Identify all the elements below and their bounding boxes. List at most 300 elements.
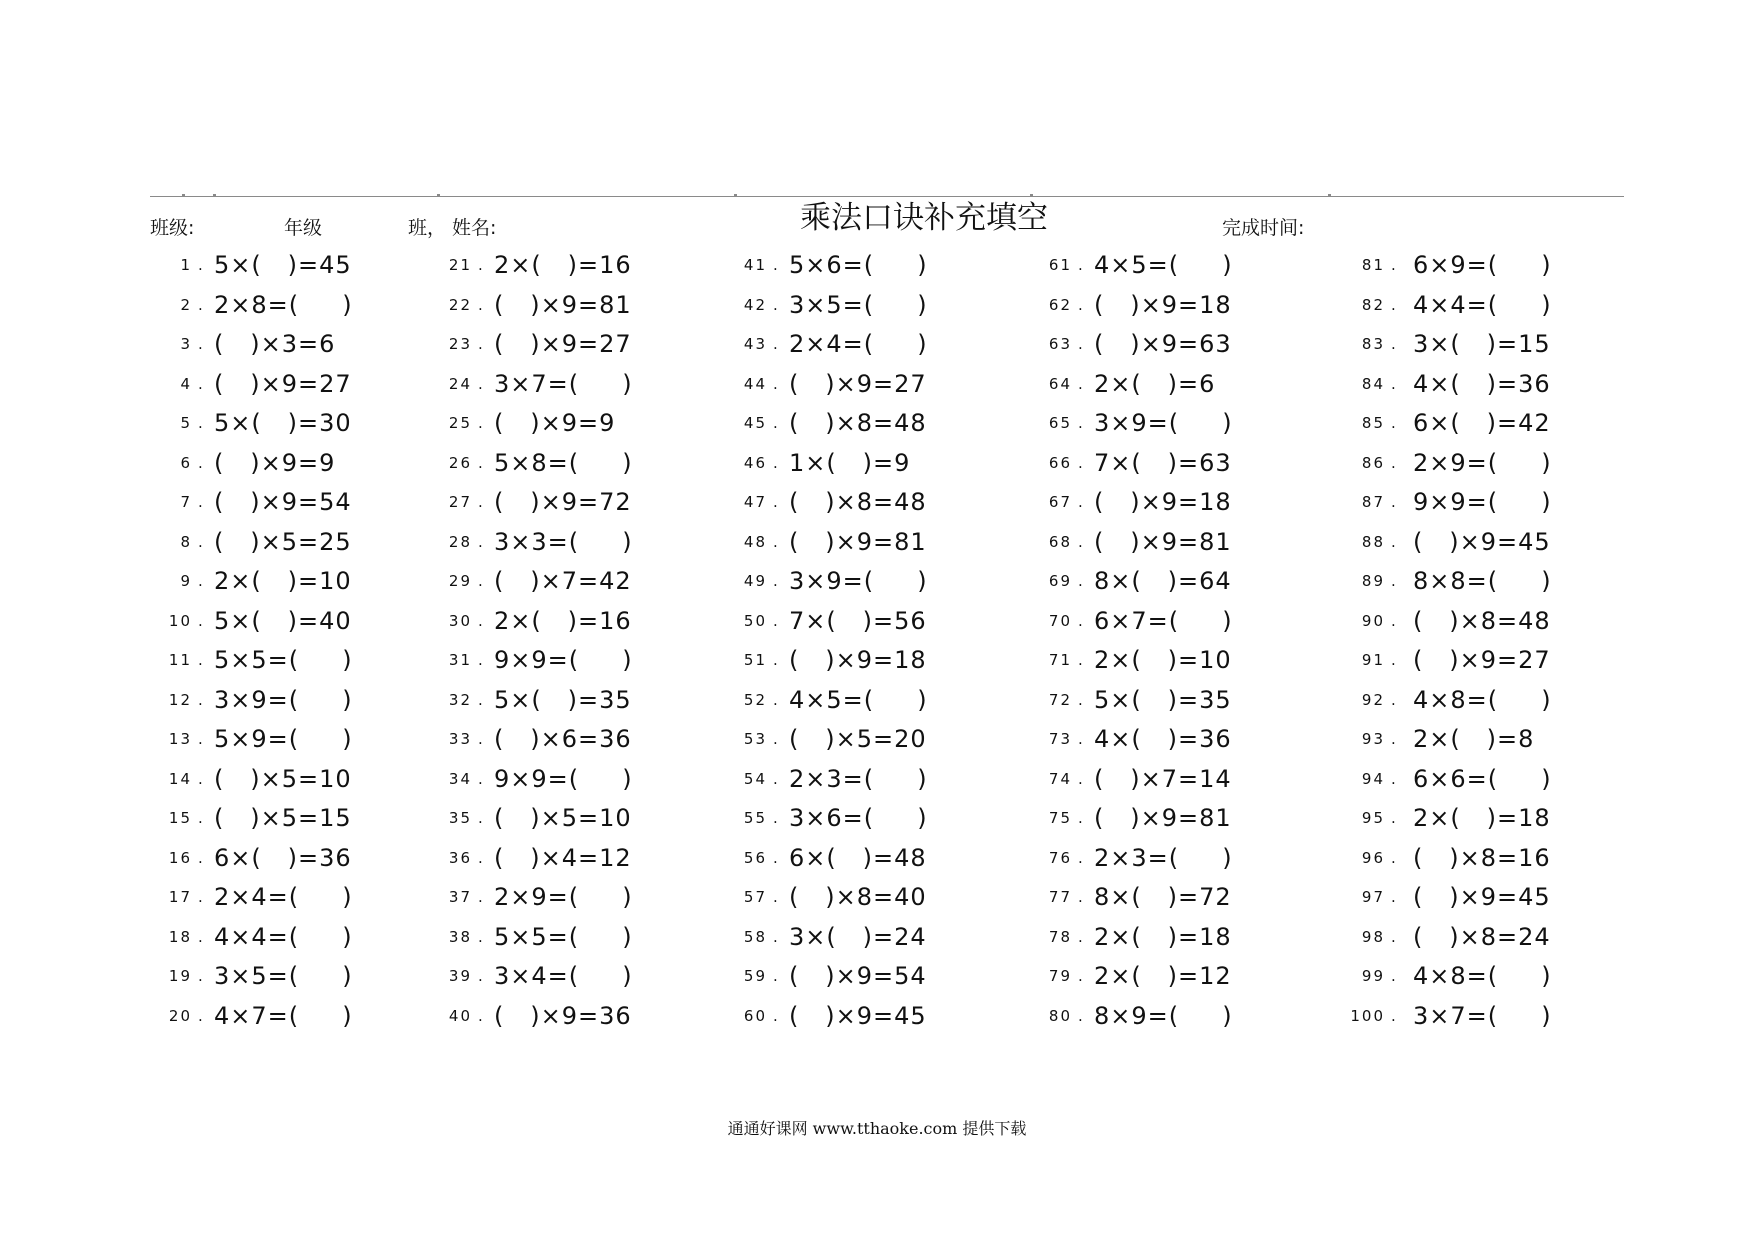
problem-expression: ( )×9=54 — [214, 488, 352, 516]
problem-expression: ( )×9=18 — [1094, 488, 1232, 516]
problem-expression: 3×9=( ) — [789, 567, 928, 595]
problem-item — [150, 604, 450, 644]
problem-expression: ( )×9=36 — [494, 1001, 632, 1030]
problem-item — [1030, 525, 1330, 565]
problem-separator: . — [1391, 493, 1396, 511]
problem-number: 60 — [743, 1006, 767, 1025]
problem-expression: ( )×9=27 — [789, 369, 927, 398]
problem-number: 94 — [1361, 769, 1385, 788]
problem-item — [430, 841, 730, 881]
problem-separator: . — [773, 888, 778, 906]
problem-item — [150, 367, 450, 407]
problem-number: 16 — [168, 848, 192, 867]
problem-item — [1325, 604, 1625, 644]
problem-item — [725, 446, 1025, 486]
problem-separator: . — [198, 809, 203, 827]
problem-separator: . — [478, 374, 483, 393]
problem-expression: ( )×9=9 — [494, 409, 616, 437]
problem-number: 83 — [1361, 335, 1385, 353]
problem-separator: . — [773, 927, 778, 946]
problem-expression: 3×9=( ) — [214, 685, 353, 714]
problem-number: 87 — [1361, 493, 1385, 511]
problem-expression: 6×9=( ) — [1413, 251, 1552, 279]
problem-separator: . — [1391, 1006, 1396, 1025]
problem-separator: . — [1078, 374, 1083, 393]
problem-separator: . — [198, 572, 203, 590]
problem-item — [1030, 762, 1330, 802]
problem-item — [725, 248, 1025, 288]
problem-number: 66 — [1048, 453, 1072, 472]
problem-item — [150, 288, 450, 328]
problem-separator: . — [198, 967, 203, 985]
problem-expression: 5×( )=35 — [494, 685, 632, 714]
problem-number: 64 — [1048, 374, 1072, 393]
problem-item — [1325, 880, 1625, 920]
problem-item — [150, 327, 450, 367]
problem-number: 74 — [1048, 769, 1072, 788]
problem-separator: . — [198, 888, 203, 906]
problem-number: 86 — [1361, 453, 1385, 472]
problem-number: 41 — [743, 256, 767, 274]
problem-expression: 2×3=( ) — [1094, 843, 1233, 872]
problem-separator: . — [1078, 572, 1083, 590]
problem-separator: . — [478, 611, 483, 630]
problem-expression: 7×( )=56 — [789, 606, 927, 635]
class-label: 班级: — [150, 217, 195, 239]
problem-number: 61 — [1048, 256, 1072, 274]
problem-number: 47 — [743, 493, 767, 511]
problem-expression: 2×( )=8 — [1413, 725, 1535, 753]
problem-separator: . — [1391, 651, 1396, 669]
problem-separator: . — [1391, 809, 1396, 827]
problem-separator: . — [1391, 453, 1396, 472]
problem-item — [150, 485, 450, 525]
rule-tick — [1030, 194, 1033, 196]
problem-number: 17 — [168, 888, 192, 906]
problem-item — [150, 406, 450, 446]
problem-separator: . — [1078, 730, 1083, 748]
problem-number: 37 — [448, 888, 472, 906]
problem-number: 73 — [1048, 730, 1072, 748]
problem-number: 98 — [1361, 927, 1385, 946]
problem-separator: . — [198, 651, 203, 669]
problem-expression: ( )×9=45 — [1413, 527, 1551, 556]
problem-expression: ( )×8=24 — [1413, 922, 1551, 951]
problem-number: 31 — [448, 651, 472, 669]
problem-expression: 2×4=( ) — [789, 330, 928, 358]
problem-item — [725, 564, 1025, 604]
problem-item — [1325, 841, 1625, 881]
problem-expression: 3×5=( ) — [214, 962, 353, 990]
problem-separator: . — [1078, 532, 1083, 551]
problem-number: 85 — [1361, 414, 1385, 432]
problem-column-3 — [725, 248, 1025, 1038]
problem-expression: 5×8=( ) — [494, 448, 633, 477]
problem-number: 67 — [1048, 493, 1072, 511]
problem-number: 81 — [1361, 256, 1385, 274]
problem-number: 7 — [180, 493, 192, 511]
problem-item — [430, 525, 730, 565]
problem-item — [430, 406, 730, 446]
problem-separator: . — [478, 809, 483, 827]
problem-number: 39 — [448, 967, 472, 985]
problem-expression: 3×7=( ) — [1413, 1001, 1552, 1030]
problem-separator: . — [1391, 927, 1396, 946]
problem-separator: . — [1078, 414, 1083, 432]
problem-separator: . — [773, 374, 778, 393]
problem-item — [430, 643, 730, 683]
problem-expression: 6×7=( ) — [1094, 606, 1233, 635]
problem-number: 76 — [1048, 848, 1072, 867]
grade-label: 年级 — [284, 217, 323, 239]
problem-number: 29 — [448, 572, 472, 590]
problem-item — [1030, 959, 1330, 999]
problem-item — [725, 722, 1025, 762]
problem-expression: ( )×5=10 — [214, 764, 352, 793]
problem-separator: . — [773, 730, 778, 748]
problem-expression: ( )×8=40 — [789, 883, 927, 911]
problem-item — [1325, 643, 1625, 683]
problem-number: 38 — [448, 927, 472, 946]
problem-separator: . — [773, 651, 778, 669]
problem-separator: . — [198, 690, 203, 709]
problem-number: 93 — [1361, 730, 1385, 748]
problem-expression: ( )×7=14 — [1094, 764, 1232, 793]
problem-separator: . — [1078, 493, 1083, 511]
problem-item — [430, 959, 730, 999]
problem-expression: ( )×9=81 — [1094, 527, 1232, 556]
problem-separator: . — [1391, 690, 1396, 709]
problem-item — [150, 999, 450, 1039]
problem-separator: . — [198, 414, 203, 432]
problem-separator: . — [198, 453, 203, 472]
problem-separator: . — [773, 493, 778, 511]
problem-number: 32 — [448, 690, 472, 709]
problem-number: 62 — [1048, 295, 1072, 314]
problem-column-1 — [150, 248, 450, 1038]
problem-number: 48 — [743, 532, 767, 551]
problem-expression: 3×5=( ) — [789, 290, 928, 319]
problem-expression: 2×( )=10 — [214, 567, 352, 595]
problem-item — [725, 367, 1025, 407]
problem-expression: ( )×5=15 — [214, 804, 352, 832]
rule-tick — [182, 194, 185, 196]
problem-expression: 3×7=( ) — [494, 369, 633, 398]
problem-number: 63 — [1048, 335, 1072, 353]
problem-item — [1030, 880, 1330, 920]
problem-item — [150, 248, 450, 288]
problem-separator: . — [1078, 848, 1083, 867]
problem-expression: 3×9=( ) — [1094, 409, 1233, 437]
problem-expression: 5×( )=40 — [214, 606, 352, 635]
problem-separator: . — [1391, 335, 1396, 353]
problem-number: 14 — [168, 769, 192, 788]
problem-separator: . — [198, 769, 203, 788]
problem-number: 99 — [1361, 967, 1385, 985]
problem-item — [725, 604, 1025, 644]
problem-separator: . — [478, 256, 483, 274]
problem-expression: ( )×9=18 — [1094, 290, 1232, 319]
problem-expression: 6×( )=42 — [1413, 409, 1551, 437]
page-title: 乘法口诀补充填空 — [800, 200, 1048, 236]
problem-number: 56 — [743, 848, 767, 867]
problem-expression: 4×4=( ) — [214, 922, 353, 951]
problem-separator: . — [1078, 611, 1083, 630]
problem-expression: ( )×5=25 — [214, 527, 352, 556]
problem-number: 88 — [1361, 532, 1385, 551]
problem-number: 79 — [1048, 967, 1072, 985]
problem-number: 24 — [448, 374, 472, 393]
problem-separator: . — [773, 295, 778, 314]
problem-expression: 5×( )=45 — [214, 251, 352, 279]
problem-expression: 4×5=( ) — [789, 685, 928, 714]
problem-item — [725, 288, 1025, 328]
problem-expression: 6×( )=36 — [214, 843, 352, 872]
problem-separator: . — [773, 1006, 778, 1025]
problem-item — [1325, 446, 1625, 486]
problem-expression: ( )×4=12 — [494, 843, 632, 872]
problem-item — [725, 762, 1025, 802]
problem-number: 100 — [1350, 1006, 1385, 1025]
problem-item — [1325, 999, 1625, 1039]
rule-tick — [734, 194, 737, 196]
problem-item — [150, 643, 450, 683]
problem-item — [1030, 288, 1330, 328]
problem-item — [430, 327, 730, 367]
problem-number: 1 — [180, 256, 192, 274]
problem-expression: 6×6=( ) — [1413, 764, 1552, 793]
problem-expression: ( )×9=81 — [1094, 804, 1232, 832]
problem-number: 97 — [1361, 888, 1385, 906]
problem-item — [1030, 722, 1330, 762]
problem-separator: . — [478, 493, 483, 511]
problem-item — [150, 801, 450, 841]
problem-number: 9 — [180, 572, 192, 590]
problem-item — [430, 604, 730, 644]
problem-column-2 — [430, 248, 730, 1038]
problem-item — [1030, 841, 1330, 881]
problem-expression: ( )×9=27 — [1413, 646, 1551, 674]
problem-number: 12 — [168, 690, 192, 709]
problem-item — [430, 288, 730, 328]
problem-separator: . — [1078, 809, 1083, 827]
problem-item — [1030, 406, 1330, 446]
problem-separator: . — [478, 414, 483, 432]
problem-number: 65 — [1048, 414, 1072, 432]
problem-separator: . — [198, 730, 203, 748]
problem-number: 15 — [168, 809, 192, 827]
problem-separator: . — [1078, 651, 1083, 669]
problem-separator: . — [1391, 730, 1396, 748]
rule-tick — [437, 194, 440, 196]
problem-item — [725, 999, 1025, 1039]
problem-expression: 9×9=( ) — [494, 646, 633, 674]
problem-item — [430, 999, 730, 1039]
problem-expression: ( )×5=20 — [789, 725, 927, 753]
problem-expression: ( )×8=48 — [1413, 606, 1551, 635]
problem-separator: . — [198, 256, 203, 274]
problem-expression: 8×8=( ) — [1413, 567, 1552, 595]
problem-number: 69 — [1048, 572, 1072, 590]
problem-expression: 5×6=( ) — [789, 251, 928, 279]
problem-item — [725, 525, 1025, 565]
problem-item — [150, 446, 450, 486]
problem-number: 49 — [743, 572, 767, 590]
problem-separator: . — [1391, 572, 1396, 590]
problem-item — [1030, 801, 1330, 841]
problem-expression: 6×( )=48 — [789, 843, 927, 872]
problem-number: 72 — [1048, 690, 1072, 709]
problem-separator: . — [198, 532, 203, 551]
problem-number: 96 — [1361, 848, 1385, 867]
problem-expression: ( )×9=45 — [1413, 883, 1551, 911]
problem-separator: . — [773, 967, 778, 985]
problem-expression: ( )×9=81 — [494, 290, 632, 319]
problem-number: 55 — [743, 809, 767, 827]
problem-expression: ( )×9=27 — [214, 369, 352, 398]
problem-number: 84 — [1361, 374, 1385, 393]
problem-separator: . — [198, 374, 203, 393]
problem-expression: 2×4=( ) — [214, 883, 353, 911]
problem-separator: . — [1391, 256, 1396, 274]
problem-expression: 8×9=( ) — [1094, 1001, 1233, 1030]
problem-item — [725, 683, 1025, 723]
problem-item — [1030, 367, 1330, 407]
problem-expression: 4×5=( ) — [1094, 251, 1233, 279]
rule-tick — [213, 194, 216, 196]
problem-item — [430, 920, 730, 960]
problem-item — [1325, 683, 1625, 723]
problem-separator: . — [198, 295, 203, 314]
problem-number: 70 — [1048, 611, 1072, 630]
problem-expression: 5×9=( ) — [214, 725, 353, 753]
problem-expression: 4×4=( ) — [1413, 290, 1552, 319]
problem-column-5 — [1325, 248, 1625, 1038]
problem-item — [430, 722, 730, 762]
completion-time-label: 完成时间: — [1222, 217, 1305, 239]
problem-expression: ( )×9=63 — [1094, 330, 1232, 358]
problem-number: 45 — [743, 414, 767, 432]
problem-item — [725, 643, 1025, 683]
problem-number: 35 — [448, 809, 472, 827]
problem-expression: 4×( )=36 — [1413, 369, 1551, 398]
problem-separator: . — [478, 572, 483, 590]
problem-expression: ( )×9=27 — [494, 330, 632, 358]
problem-separator: . — [1391, 769, 1396, 788]
problem-separator: . — [1391, 888, 1396, 906]
problem-number: 13 — [168, 730, 192, 748]
problem-expression: 8×( )=64 — [1094, 567, 1232, 595]
problem-expression: 2×( )=16 — [494, 606, 632, 635]
problem-number: 18 — [168, 927, 192, 946]
problem-number: 57 — [743, 888, 767, 906]
problem-number: 40 — [448, 1006, 472, 1025]
problem-item — [1030, 327, 1330, 367]
problem-item — [150, 525, 450, 565]
problem-number: 90 — [1361, 611, 1385, 630]
problem-number: 10 — [168, 611, 192, 630]
problem-number: 28 — [448, 532, 472, 551]
problem-separator: . — [773, 532, 778, 551]
problem-separator: . — [478, 651, 483, 669]
problem-item — [1030, 643, 1330, 683]
problem-separator: . — [773, 611, 778, 630]
problem-item — [1325, 959, 1625, 999]
problem-item — [430, 564, 730, 604]
problem-separator: . — [198, 927, 203, 946]
problem-separator: . — [478, 927, 483, 946]
problem-expression: 4×8=( ) — [1413, 962, 1552, 990]
problem-number: 91 — [1361, 651, 1385, 669]
problem-item — [1030, 564, 1330, 604]
footer-credit: 通通好课网 www.tthaoke.com 提供下载 — [727, 1119, 1027, 1138]
problem-separator: . — [1391, 532, 1396, 551]
problem-item — [725, 959, 1025, 999]
problem-item — [1030, 604, 1330, 644]
problem-number: 42 — [743, 295, 767, 314]
problem-expression: 2×9=( ) — [494, 883, 633, 911]
problem-item — [1325, 525, 1625, 565]
problem-expression: ( )×8=48 — [789, 409, 927, 437]
problem-separator: . — [773, 769, 778, 788]
problem-item — [430, 801, 730, 841]
problem-expression: ( )×9=72 — [494, 488, 632, 516]
problem-expression: ( )×3=6 — [214, 330, 336, 358]
problem-separator: . — [773, 335, 778, 353]
problem-number: 19 — [168, 967, 192, 985]
problem-number: 11 — [168, 651, 192, 669]
problem-expression: 3×( )=15 — [1413, 330, 1551, 358]
problem-number: 58 — [743, 927, 767, 946]
problem-expression: ( )×9=54 — [789, 962, 927, 990]
problem-separator: . — [198, 611, 203, 630]
problem-expression: 2×( )=10 — [1094, 646, 1232, 674]
problem-expression: 9×9=( ) — [1413, 488, 1552, 516]
problem-expression: 2×( )=18 — [1094, 922, 1232, 951]
problem-expression: 5×( )=30 — [214, 409, 352, 437]
problem-item — [1325, 367, 1625, 407]
problem-number: 82 — [1361, 295, 1385, 314]
problem-separator: . — [1078, 967, 1083, 985]
problem-number: 36 — [448, 848, 472, 867]
problem-separator: . — [1391, 414, 1396, 432]
problem-number: 34 — [448, 769, 472, 788]
problem-number: 95 — [1361, 809, 1385, 827]
problem-separator: . — [1078, 769, 1083, 788]
problem-separator: . — [198, 493, 203, 511]
problem-separator: . — [478, 848, 483, 867]
problem-item — [430, 485, 730, 525]
problem-item — [150, 880, 450, 920]
problem-number: 8 — [180, 532, 192, 551]
problem-expression: ( )×7=42 — [494, 567, 632, 595]
problem-expression: 2×8=( ) — [214, 290, 353, 319]
problem-item — [1325, 722, 1625, 762]
problem-item — [1325, 248, 1625, 288]
problem-number: 68 — [1048, 532, 1072, 551]
problem-separator: . — [773, 453, 778, 472]
problem-item — [725, 485, 1025, 525]
problem-separator: . — [478, 967, 483, 985]
problem-number: 92 — [1361, 690, 1385, 709]
problem-expression: 3×3=( ) — [494, 527, 633, 556]
problem-separator: . — [1391, 374, 1396, 393]
problem-item — [725, 327, 1025, 367]
problem-number: 44 — [743, 374, 767, 393]
problem-separator: . — [1078, 295, 1083, 314]
problem-item — [150, 722, 450, 762]
problem-item — [1030, 446, 1330, 486]
